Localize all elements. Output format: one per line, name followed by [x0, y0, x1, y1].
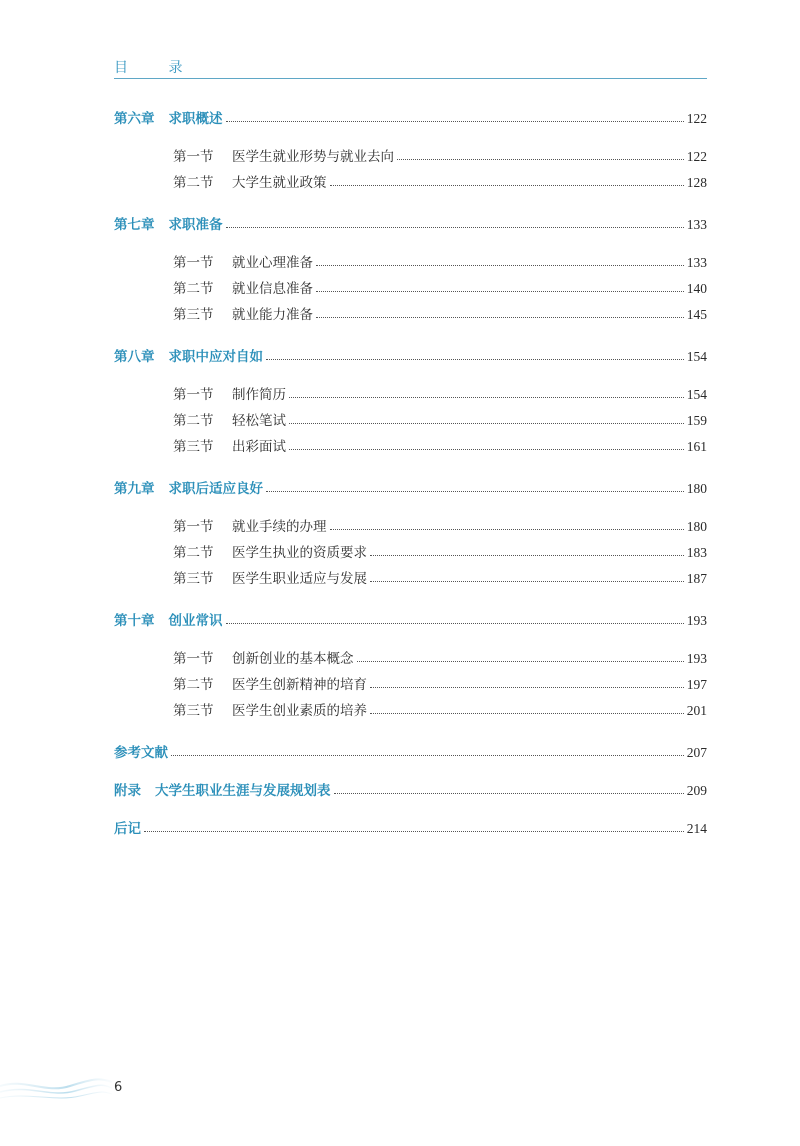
toc-section-entry[interactable] — [173, 437, 707, 457]
toc-entry-page: 209 — [686, 783, 707, 798]
toc-entry-label: 就业心理准备 — [232, 255, 313, 271]
toc-entry-number: 第三节 — [173, 571, 214, 587]
toc-entry-title — [114, 611, 223, 631]
toc-entry-label: 医学生执业的资质要求 — [232, 545, 367, 561]
toc-entry-page: 187 — [686, 571, 707, 586]
toc-section-entry[interactable] — [173, 675, 707, 695]
toc-entry-page: 133 — [686, 255, 707, 270]
toc-entry-label: 创业常识 — [168, 613, 223, 629]
toc-entry-title — [173, 279, 313, 299]
toc-entry-number: 第三节 — [173, 307, 214, 323]
toc-entry-title — [173, 701, 367, 721]
toc-section-entry[interactable] — [173, 543, 707, 563]
toc-entry-title — [114, 109, 223, 129]
toc-section-entry[interactable] — [173, 253, 707, 273]
dot-leader — [266, 491, 684, 492]
toc-entry-page: 133 — [686, 217, 707, 232]
dot-leader — [316, 317, 684, 318]
toc-entry-page: 193 — [686, 613, 707, 628]
toc-entry-label: 医学生创业素质的培养 — [232, 703, 367, 719]
toc-section-entry[interactable] — [173, 411, 707, 431]
dot-leader — [226, 623, 684, 624]
toc-entry-label: 医学生职业适应与发展 — [232, 571, 367, 587]
dot-leader — [370, 687, 684, 688]
toc-entry-label: 医学生创新精神的培育 — [232, 677, 367, 693]
toc-chapter-entry[interactable] — [114, 347, 707, 367]
wave-decoration-icon — [0, 1064, 112, 1104]
dot-leader — [266, 359, 684, 360]
toc-entry-title — [114, 215, 223, 235]
dot-leader — [334, 793, 684, 794]
toc-entry-title — [114, 479, 263, 499]
toc-entry-label: 求职后适应良好 — [168, 481, 263, 497]
dot-leader — [330, 185, 684, 186]
toc-section-entry[interactable] — [173, 279, 707, 299]
dot-leader — [357, 661, 684, 662]
toc-entry-page: 122 — [686, 149, 707, 164]
toc-entry-page: 193 — [686, 651, 707, 666]
toc-entry-page: 145 — [686, 307, 707, 322]
toc-entry-number: 第八章 — [114, 349, 155, 365]
toc-section-entry[interactable] — [173, 173, 707, 193]
page-number: 6 — [114, 1080, 123, 1095]
toc-section-entry[interactable] — [173, 305, 707, 325]
toc-entry-number: 第三节 — [173, 703, 214, 719]
toc-entry-number: 第一节 — [173, 651, 214, 667]
toc-entry-number: 第二节 — [173, 175, 214, 191]
toc-entry-number: 附录 — [114, 783, 141, 799]
dot-leader — [330, 529, 684, 530]
dot-leader — [397, 159, 684, 160]
toc-entry-page: 180 — [686, 481, 707, 496]
toc-entry-title — [173, 437, 286, 457]
dot-leader — [289, 449, 684, 450]
toc-entry-page: 201 — [686, 703, 707, 718]
toc-entry-title — [173, 569, 367, 589]
toc-entry-page: 161 — [686, 439, 707, 454]
dot-leader — [370, 713, 684, 714]
toc-entry-title — [173, 543, 367, 563]
toc-entry-label: 大学生职业生涯与发展规划表 — [155, 783, 331, 799]
toc-entry-number: 第十章 — [114, 613, 155, 629]
toc-entry-number: 第九章 — [114, 481, 155, 497]
toc-entry-page: 154 — [686, 349, 707, 364]
toc-chapter-entry[interactable] — [114, 109, 707, 129]
toc-entry-label: 求职中应对自如 — [168, 349, 263, 365]
dot-leader — [226, 121, 684, 122]
toc-entry-page: 140 — [686, 281, 707, 296]
toc-entry-number: 第二节 — [173, 677, 214, 693]
toc-entry-label: 大学生就业政策 — [232, 175, 327, 191]
toc-entry-page: 180 — [686, 519, 707, 534]
toc-entry-label: 就业信息准备 — [232, 281, 313, 297]
toc-entry-label: 参考文献 — [114, 745, 168, 761]
dot-leader — [316, 291, 684, 292]
dot-leader — [144, 831, 684, 832]
toc-entry-page: 154 — [686, 387, 707, 402]
toc-misc-entry[interactable] — [114, 819, 707, 839]
toc-entry-page: 159 — [686, 413, 707, 428]
toc-entry-label: 求职准备 — [168, 217, 223, 233]
toc-chapter-entry[interactable] — [114, 479, 707, 499]
toc-section-entry[interactable] — [173, 517, 707, 537]
toc-entry-number: 第一节 — [173, 387, 214, 403]
toc-entry-title — [114, 347, 263, 367]
dot-leader — [289, 423, 684, 424]
toc-entry-label: 后记 — [114, 821, 141, 837]
toc-entry-label: 制作简历 — [232, 387, 286, 403]
toc-chapter-entry[interactable] — [114, 611, 707, 631]
toc-entry-number: 第二节 — [173, 413, 214, 429]
toc-entry-page: 214 — [686, 821, 707, 836]
toc-entry-label: 轻松笔试 — [232, 413, 286, 429]
toc-section-entry[interactable] — [173, 385, 707, 405]
toc-section-entry[interactable] — [173, 701, 707, 721]
toc-entry-number: 第二节 — [173, 545, 214, 561]
toc-entry-number: 第二节 — [173, 281, 214, 297]
dot-leader — [316, 265, 684, 266]
table-of-contents — [114, 0, 707, 1146]
toc-entry-title — [173, 675, 367, 695]
toc-entry-title — [173, 649, 354, 669]
toc-section-entry[interactable] — [173, 569, 707, 589]
toc-entry-title — [114, 781, 331, 801]
toc-entry-number: 第七章 — [114, 217, 155, 233]
dot-leader — [370, 555, 684, 556]
toc-entry-number: 第一节 — [173, 149, 214, 165]
toc-entry-number: 第六章 — [114, 111, 155, 127]
toc-entry-page: 122 — [686, 111, 707, 126]
toc-entry-label: 创新创业的基本概念 — [232, 651, 354, 667]
dot-leader — [226, 227, 684, 228]
toc-entry-title — [173, 517, 327, 537]
toc-entry-title — [173, 253, 313, 273]
toc-misc-entry[interactable] — [114, 743, 707, 763]
dot-leader — [171, 755, 684, 756]
toc-entry-label: 就业能力准备 — [232, 307, 313, 323]
toc-entry-title — [173, 305, 313, 325]
toc-entry-page: 207 — [686, 745, 707, 760]
toc-section-entry[interactable] — [173, 649, 707, 669]
toc-entry-page: 128 — [686, 175, 707, 190]
toc-entry-label: 医学生就业形势与就业去向 — [232, 149, 394, 165]
toc-entry-number: 第一节 — [173, 519, 214, 535]
toc-section-entry[interactable] — [173, 147, 707, 167]
toc-entry-title — [173, 147, 394, 167]
toc-entry-title — [114, 819, 141, 839]
toc-entry-page: 197 — [686, 677, 707, 692]
toc-entry-title — [114, 743, 168, 763]
toc-entry-label: 就业手续的办理 — [232, 519, 327, 535]
dot-leader — [289, 397, 684, 398]
toc-entry-title — [173, 385, 286, 405]
dot-leader — [370, 581, 684, 582]
toc-entry-page: 183 — [686, 545, 707, 560]
toc-entry-title — [173, 411, 286, 431]
toc-chapter-entry[interactable] — [114, 781, 707, 801]
header-title: 目 录 — [114, 60, 201, 76]
toc-entry-number: 第一节 — [173, 255, 214, 271]
toc-entry-label: 出彩面试 — [232, 439, 286, 455]
toc-entry-label: 求职概述 — [168, 111, 223, 127]
toc-chapter-entry[interactable] — [114, 215, 707, 235]
toc-entry-number: 第三节 — [173, 439, 214, 455]
toc-entry-title — [173, 173, 327, 193]
